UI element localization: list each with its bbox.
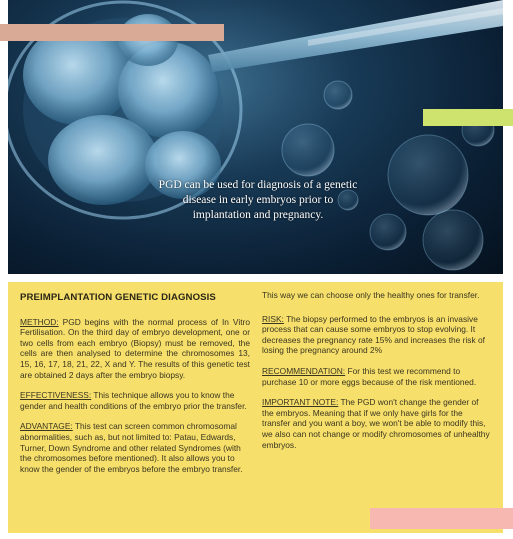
left-column bbox=[20, 290, 250, 484]
article-heading: PREIMPLANTATION GENETIC DIAGNOSIS bbox=[20, 292, 216, 303]
note-label: IMPORTANT NOTE: bbox=[262, 397, 339, 408]
method-label: METHOD: bbox=[20, 316, 59, 327]
risk-label: RISK: bbox=[262, 313, 284, 324]
effectiveness-paragraph bbox=[20, 390, 250, 411]
accent-bar-lime bbox=[423, 109, 513, 126]
advantage-text: This test can screen common chromosomal abnormalities, such as, but not limited to: Patau, Edwards, Turner, Down Syndrome and other related Syndromes (with the chromosomes before mentioned). It also allows you to know the gender of the embryos before the embryo transfer. bbox=[20, 421, 243, 474]
recommendation-text: For this test we recommend to purchase 10 or more eggs because of the risk mentioned. bbox=[262, 365, 477, 387]
accent-bar-pink bbox=[370, 508, 513, 529]
method-text: PGD begins with the normal process of In Vitro Fertilisation. On the third day of embryo development, one or two cells from each embryo (Biopsy) must be removed, the cells are then analysed to determine the chromosomes 13, 15, 16, 17, 18, 21, 22, X and Y. The results of this genetic test are obtained 2 days after the embryo biopsy. bbox=[20, 316, 250, 380]
method-paragraph bbox=[20, 317, 250, 381]
recommendation-paragraph bbox=[262, 366, 492, 387]
hero-caption: PGD can be used for diagnosis of a genetic disease in early embryos prior to implantation and pregnancy. bbox=[158, 179, 358, 221]
embryo-micrograph-image bbox=[8, 0, 503, 274]
hero-image bbox=[8, 0, 503, 274]
risk-paragraph bbox=[262, 314, 492, 356]
advantage-label: ADVANTAGE: bbox=[20, 421, 73, 432]
effectiveness-text: This technique allows you to know the gender and health conditions of the embryo prior the transfer. bbox=[20, 390, 247, 411]
advantage-paragraph bbox=[20, 421, 250, 474]
note-text: The PGD won't change the gender of the embryos. Meaning that if we only have girls for the transfer and you want a boy, we won't be able to modify this, we also can not change or modify chromosomes of unhealthy embryos. bbox=[262, 397, 490, 450]
accent-bar-salmon bbox=[0, 24, 224, 41]
info-panel bbox=[8, 282, 503, 533]
recommendation-label: RECOMMENDATION: bbox=[262, 365, 346, 376]
lead-paragraph: This way we can choose only the healthy ones for transfer. bbox=[262, 290, 480, 300]
right-column bbox=[262, 290, 492, 460]
risk-text: The biopsy performed to the embryos is an invasive process that can cause some embryos to stop evolving. It decreases the pregnancy rate 15% and increases the risk of losing the pregnancy around 2% bbox=[262, 313, 485, 356]
effectiveness-label: EFFECTIVENESS: bbox=[20, 390, 92, 401]
note-paragraph bbox=[262, 397, 492, 450]
